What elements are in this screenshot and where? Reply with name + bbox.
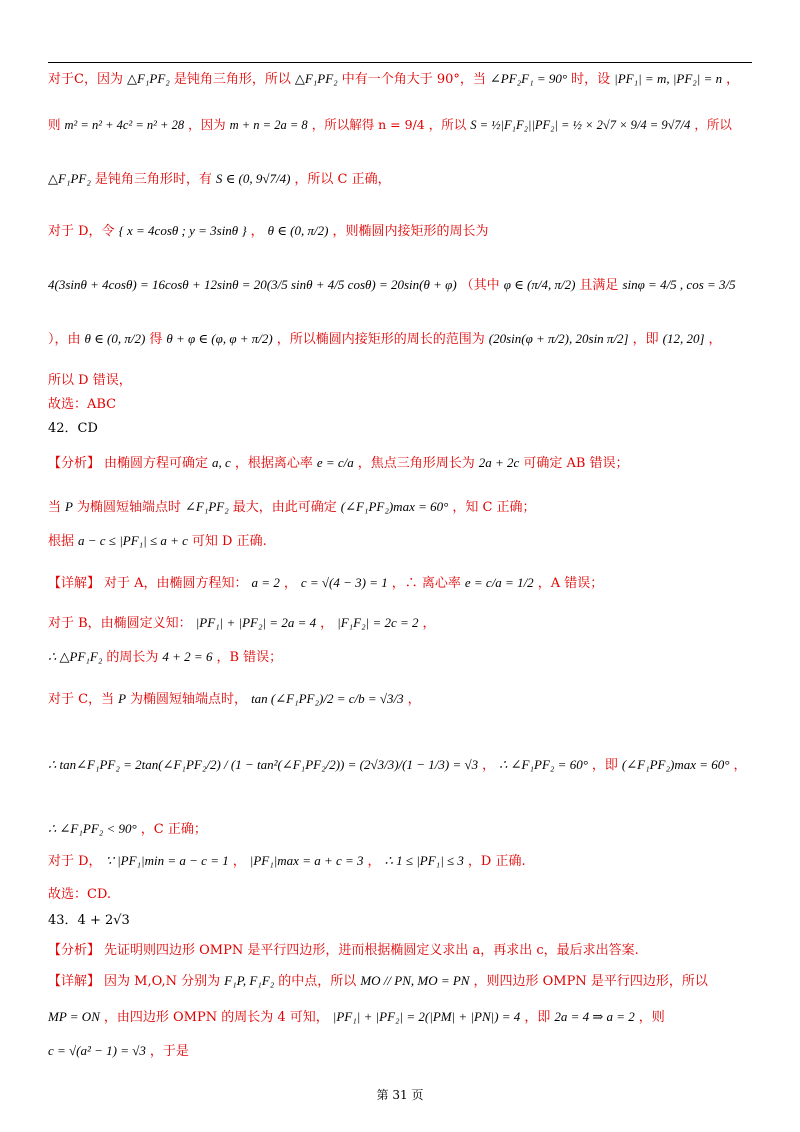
text-segment: ，A 错误； bbox=[537, 576, 604, 591]
math-expression: MP = ON bbox=[48, 1009, 100, 1024]
text-segment: 对于 D，令 bbox=[48, 224, 115, 239]
math-expression: P bbox=[118, 691, 127, 706]
math-expression: P bbox=[65, 499, 73, 514]
text-segment: ），由 bbox=[48, 332, 81, 347]
text-segment: 【分析】 bbox=[48, 456, 101, 471]
math-expression: e = c/a = 1/2 bbox=[464, 575, 534, 590]
text-segment: ，B 错误； bbox=[216, 650, 283, 665]
text-segment: 的周长为 bbox=[106, 650, 159, 665]
text-segment: ， bbox=[367, 854, 381, 869]
text-segment: 【详解】 bbox=[48, 974, 101, 989]
text-line bbox=[48, 454, 633, 473]
math-expression: c = √(a² − 1) = √3 bbox=[48, 1043, 146, 1058]
math-expression: ∴ tan∠F₁PF₂ = 2tan(∠F₁PF₂/2) / (1 − tan²(∠F₁PF₂/2)) = (2√3/3)/(1 − 1/3) = √3 bbox=[48, 757, 479, 772]
text-segment: ， bbox=[320, 616, 334, 631]
text-segment: 对于C，因为 bbox=[48, 72, 123, 87]
math-expression: 4(3sinθ + 4cosθ) = 16cosθ + 12sinθ = 20(3/5 sinθ + 4/5 cosθ) = 20sin(θ + φ) bbox=[48, 277, 457, 292]
math-expression: (20sin(φ + π/2), 20sin π/2] bbox=[488, 331, 629, 346]
text-line bbox=[48, 574, 607, 593]
math-expression: m² = n² + 4c² = n² + 28 bbox=[64, 118, 185, 132]
text-line bbox=[48, 756, 750, 775]
text-segment: ， bbox=[283, 576, 297, 591]
math-expression: ∴ △PF₁F₂ bbox=[48, 649, 103, 664]
math-expression: S ∈ (0, 9√7/4) bbox=[215, 171, 291, 186]
text-segment: 对于 B，由椭圆定义知： bbox=[48, 616, 192, 631]
text-segment: ， bbox=[250, 224, 264, 239]
text-segment: ，即 bbox=[524, 1010, 551, 1025]
text-segment: 42．CD bbox=[48, 421, 98, 436]
text-segment: 根据 bbox=[48, 534, 75, 549]
text-segment: ，C 正确； bbox=[140, 822, 207, 837]
math-expression: |PF₁| + |PF₂| = 2(|PM| + |PN|) = 4 bbox=[332, 1009, 521, 1024]
math-expression: θ ∈ (0, π/2) bbox=[267, 223, 329, 238]
math-expression: (∠F₁PF₂)max = 60° bbox=[621, 757, 730, 772]
text-segment: ，即 bbox=[591, 758, 618, 773]
text-segment: 中有一个角大于 90°，当 bbox=[341, 72, 486, 87]
text-segment: 则 bbox=[48, 117, 61, 132]
text-segment: ，所以椭圆内接矩形的周长的范围为 bbox=[276, 332, 485, 347]
text-segment: ，所以 C 正确， bbox=[294, 172, 391, 187]
text-line bbox=[48, 330, 726, 349]
text-segment: 【分析】 bbox=[48, 943, 101, 958]
text-segment: 为椭圆短轴端点时 bbox=[76, 500, 181, 515]
text-segment: ，由四边形 OMPN 的周长为 4 可知， bbox=[103, 1010, 329, 1025]
text-segment: ，则四边形 OMPN 是平行四边形，所以 bbox=[473, 974, 708, 989]
text-line bbox=[48, 1042, 193, 1061]
text-segment: 当 bbox=[48, 500, 62, 515]
text-line bbox=[48, 942, 643, 960]
math-expression: sinφ = 4/5 , cos = 3/5 bbox=[622, 277, 736, 292]
text-segment: （其中 bbox=[460, 278, 500, 293]
text-segment: 是钝角三角形，所以 bbox=[173, 72, 291, 87]
text-segment: 因为 M,O,N 分别为 bbox=[104, 974, 221, 989]
text-segment: ， bbox=[708, 332, 722, 347]
text-line bbox=[48, 1008, 669, 1027]
math-expression: φ ∈ (π/4, π/2) bbox=[503, 277, 576, 292]
math-expression: (∠F₁PF₂)max = 60° bbox=[340, 499, 449, 514]
text-segment: ，D 正确. bbox=[467, 854, 526, 869]
text-line bbox=[48, 820, 211, 839]
text-line bbox=[48, 396, 120, 414]
math-expression: |F₁F₂| = 2c = 2 bbox=[337, 615, 419, 630]
text-segment: 由椭圆方程可确定 bbox=[104, 456, 209, 471]
text-line bbox=[48, 170, 395, 189]
text-segment: ，则 bbox=[638, 1010, 665, 1025]
text-segment: 是钝角三角形时，有 bbox=[94, 172, 212, 187]
text-segment: 43．4 + 2√3 bbox=[48, 913, 130, 928]
text-segment: 对于 C，当 bbox=[48, 692, 115, 707]
text-line bbox=[48, 690, 425, 709]
text-segment: 所以 D 错误， bbox=[48, 373, 132, 388]
math-expression: △F₁PF₂ bbox=[48, 171, 91, 186]
page-number: 第 31 页 bbox=[376, 1088, 424, 1102]
text-segment: 可知 D 正确. bbox=[191, 534, 267, 549]
math-expression: 2a = 4 ⇒ a = 2 bbox=[554, 1009, 635, 1024]
text-line bbox=[48, 276, 740, 295]
text-segment: 对于 A，由椭圆方程知： bbox=[104, 576, 248, 591]
text-segment: 故选：CD. bbox=[48, 887, 112, 902]
text-segment: ， bbox=[482, 758, 496, 773]
math-expression: |PF₁| + |PF₂| = 2a = 4 bbox=[195, 615, 317, 630]
math-expression: (12, 20] bbox=[662, 331, 705, 346]
text-line bbox=[48, 70, 743, 89]
text-segment: 【详解】 bbox=[48, 576, 101, 591]
text-segment: ，所以 bbox=[694, 117, 732, 132]
text-segment: ，知 C 正确； bbox=[452, 500, 536, 515]
math-expression: 4 + 2 = 6 bbox=[162, 649, 213, 664]
text-segment: 为椭圆短轴端点时， bbox=[130, 692, 248, 707]
math-expression: m + n = 2a = 8 bbox=[229, 118, 308, 132]
math-expression: tan (∠F₁PF₂)/2 = c/b = √3/3 bbox=[251, 691, 404, 706]
math-expression: |PF₁| = m, |PF₂| = n bbox=[614, 71, 723, 86]
text-segment: 且满足 bbox=[579, 278, 619, 293]
text-line bbox=[48, 912, 134, 930]
math-expression: S = ½|F₁F₂||PF₂| = ½ × 2√7 × 9/4 = 9√7/4 bbox=[470, 118, 691, 132]
text-segment: 得 bbox=[149, 332, 163, 347]
math-expression: θ + φ ∈ (φ, φ + π/2) bbox=[166, 331, 273, 346]
text-segment: 最大，由此可确定 bbox=[232, 500, 337, 515]
text-segment: 时，设 bbox=[571, 72, 611, 87]
text-line bbox=[48, 972, 712, 991]
text-line bbox=[48, 852, 530, 871]
text-segment: ，即 bbox=[632, 332, 659, 347]
math-expression: △F₁PF₂ bbox=[294, 71, 338, 86]
text-line bbox=[48, 372, 136, 390]
text-segment: ，则椭圆内接矩形的周长为 bbox=[332, 224, 489, 239]
math-expression: ∴ ∠F₁PF₂ = 60° bbox=[499, 757, 588, 772]
text-segment: ，焦点三角形周长为 bbox=[357, 456, 475, 471]
math-expression: ∴ ∠F₁PF₂ < 90° bbox=[48, 821, 137, 836]
text-segment: 对于 D， bbox=[48, 854, 102, 869]
text-segment: ，∴ 离心率 bbox=[391, 576, 461, 591]
text-segment: 可确定 AB 错误； bbox=[523, 456, 629, 471]
text-segment: ， bbox=[232, 854, 246, 869]
text-segment: ，根据离心率 bbox=[234, 456, 313, 471]
math-expression: a, c bbox=[212, 455, 231, 470]
text-segment: ， bbox=[733, 758, 747, 773]
header-rule bbox=[48, 62, 752, 63]
text-segment: ， bbox=[422, 616, 436, 631]
math-expression: a − c ≤ |PF₁| ≤ a + c bbox=[78, 533, 188, 548]
math-expression: F₁P, F₁F₂ bbox=[224, 973, 275, 988]
text-line bbox=[48, 614, 440, 633]
math-expression: ∵ |PF₁|min = a − c = 1 bbox=[105, 853, 229, 868]
text-segment: 先证明则四边形 OMPN 是平行四边形，进而根据椭圆定义求出 a，再求出 c，最后求出答案. bbox=[104, 943, 639, 958]
text-segment: ， bbox=[407, 692, 421, 707]
text-segment: 故选：ABC bbox=[48, 397, 117, 412]
text-segment: ，于是 bbox=[149, 1044, 189, 1059]
text-segment: ，因为 bbox=[188, 117, 226, 132]
math-expression: a = 2 bbox=[251, 575, 280, 590]
math-expression: c = √(4 − 3) = 1 bbox=[300, 575, 388, 590]
math-expression: θ ∈ (0, π/2) bbox=[84, 331, 146, 346]
math-expression: 2a + 2c bbox=[478, 455, 520, 470]
text-line bbox=[48, 886, 115, 904]
math-expression: △F₁PF₂ bbox=[126, 71, 170, 86]
text-segment: 的中点，所以 bbox=[278, 974, 357, 989]
math-expression: { x = 4cosθ ; y = 3sinθ } bbox=[118, 223, 247, 238]
math-expression: ∠PF₂F₁ = 90° bbox=[489, 71, 568, 86]
math-expression: ∴ 1 ≤ |PF₁| ≤ 3 bbox=[384, 853, 464, 868]
math-expression: MO // PN, MO = PN bbox=[360, 973, 470, 988]
math-expression: e = c/a bbox=[316, 455, 354, 470]
text-line bbox=[48, 498, 540, 517]
math-expression: ∠F₁PF₂ bbox=[184, 499, 229, 514]
text-line bbox=[48, 116, 736, 134]
text-line bbox=[48, 648, 286, 667]
math-expression: |PF₁|max = a + c = 3 bbox=[249, 853, 364, 868]
text-segment: ，所以解得 n = 9/4 ，所以 bbox=[311, 117, 467, 132]
text-line bbox=[48, 222, 492, 241]
text-line bbox=[48, 532, 271, 551]
text-segment: ， bbox=[726, 72, 740, 87]
text-line bbox=[48, 420, 102, 438]
